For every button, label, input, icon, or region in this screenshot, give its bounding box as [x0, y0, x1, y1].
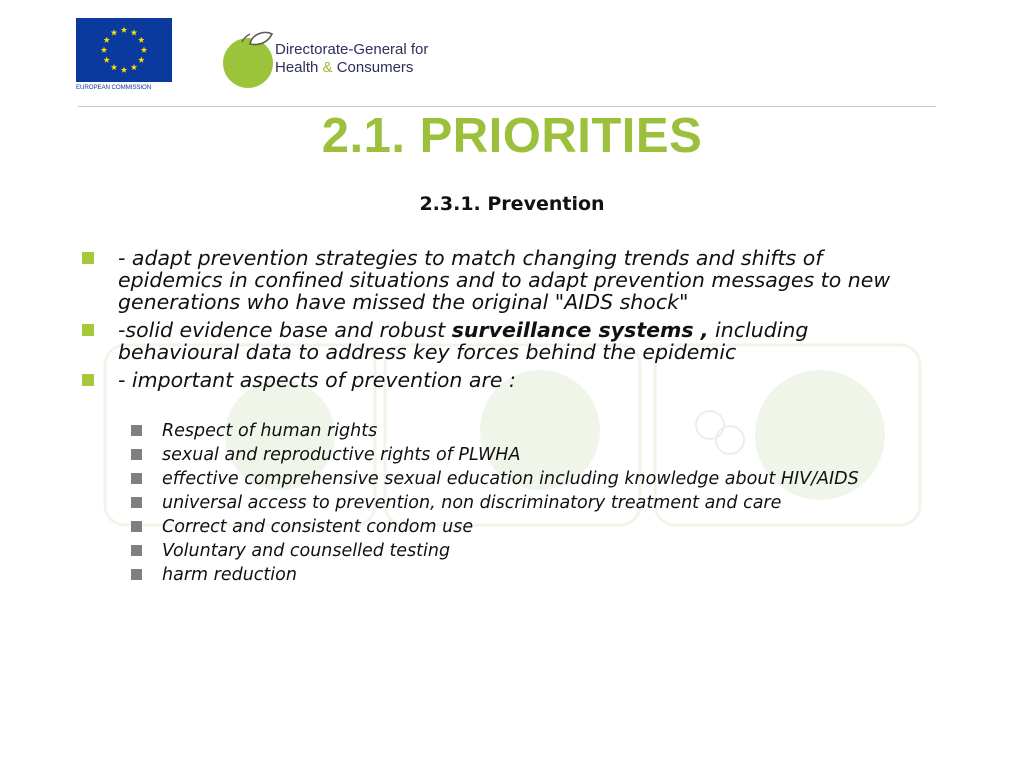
sub-bullet-item: [131, 518, 891, 537]
eu-star-icon: [111, 29, 117, 35]
eu-star-icon: [138, 37, 144, 43]
sub-bullet-item: [131, 422, 891, 441]
eu-star-icon: [111, 64, 117, 70]
green-square-bullet-icon: [82, 252, 94, 264]
dg-consumers-text: Consumers: [336, 59, 414, 76]
eu-star-icon: [121, 27, 127, 33]
eu-star-icon: [103, 37, 109, 43]
eu-star-icon: [141, 47, 147, 53]
dg-name-line1: Directorate-General for: [275, 41, 429, 58]
bullet-text-emphasis: surveillance systems ,: [451, 318, 709, 342]
dg-health-consumers-logo: [218, 20, 458, 84]
gray-square-bullet-icon: [131, 425, 142, 436]
header-divider: [78, 106, 936, 107]
sub-bullet-text: harm reduction: [162, 565, 297, 585]
eu-flag-icon: [76, 18, 172, 82]
sub-bullet-item: [131, 446, 891, 465]
sub-bullet-text: Voluntary and counselled testing: [162, 541, 451, 561]
sub-bullet-text: effective comprehensive sexual education including knowledge about HIV/AIDS: [162, 469, 859, 489]
eu-caption: EUROPEAN COMMISSION: [76, 84, 152, 91]
gray-square-bullet-icon: [131, 473, 142, 484]
dg-ampersand: &: [322, 59, 333, 76]
bullet-text: - adapt prevention strategies to match changing trends and shifts of epidemics in confined situations and to adapt prevention messages to new generations who have missed the original "AIDS shock": [118, 246, 891, 314]
green-square-bullet-icon: [82, 374, 94, 386]
gray-square-bullet-icon: [131, 569, 142, 580]
european-commission-logo: [76, 18, 172, 96]
eu-star-icon: [121, 67, 127, 73]
bullet-text: - important aspects of prevention are :: [118, 368, 516, 392]
gray-square-bullet-icon: [131, 521, 142, 532]
dg-health-text: Health: [275, 59, 319, 76]
eu-star-icon: [101, 47, 107, 53]
sub-bullet-text: Respect of human rights: [162, 421, 378, 441]
bullet-item: [82, 319, 932, 363]
gray-square-bullet-icon: [131, 497, 142, 508]
bullet-text-prefix: -solid evidence base and robust: [118, 318, 452, 342]
main-bullet-list: [82, 247, 932, 397]
slide-subtitle: 2.3.1. Prevention: [419, 193, 605, 215]
eu-star-icon: [131, 64, 137, 70]
eu-star-icon: [138, 57, 144, 63]
dg-name-line2: [275, 59, 413, 76]
sub-bullet-item: [131, 494, 891, 513]
bullet-item: [82, 247, 932, 313]
sub-bullet-text: universal access to prevention, non discriminatory treatment and care: [162, 493, 782, 513]
sub-bullet-item: [131, 566, 891, 585]
sub-bullet-text: sexual and reproductive rights of PLWHA: [162, 445, 521, 465]
eu-star-icon: [103, 57, 109, 63]
bullet-text-suffix: including behavioural data to address key forces behind the epidemic: [118, 318, 809, 364]
green-square-bullet-icon: [82, 324, 94, 336]
bullet-item: [82, 369, 932, 391]
sub-bullet-item: [131, 542, 891, 561]
gray-square-bullet-icon: [131, 545, 142, 556]
sub-bullet-text: Correct and consistent condom use: [162, 517, 474, 537]
slide-title: 2.1. PRIORITIES: [321, 109, 703, 163]
gray-square-bullet-icon: [131, 449, 142, 460]
sub-bullet-item: [131, 470, 891, 489]
eu-star-icon: [131, 29, 137, 35]
sub-bullet-list: [131, 422, 891, 590]
apple-leaf-icon: [220, 30, 280, 90]
